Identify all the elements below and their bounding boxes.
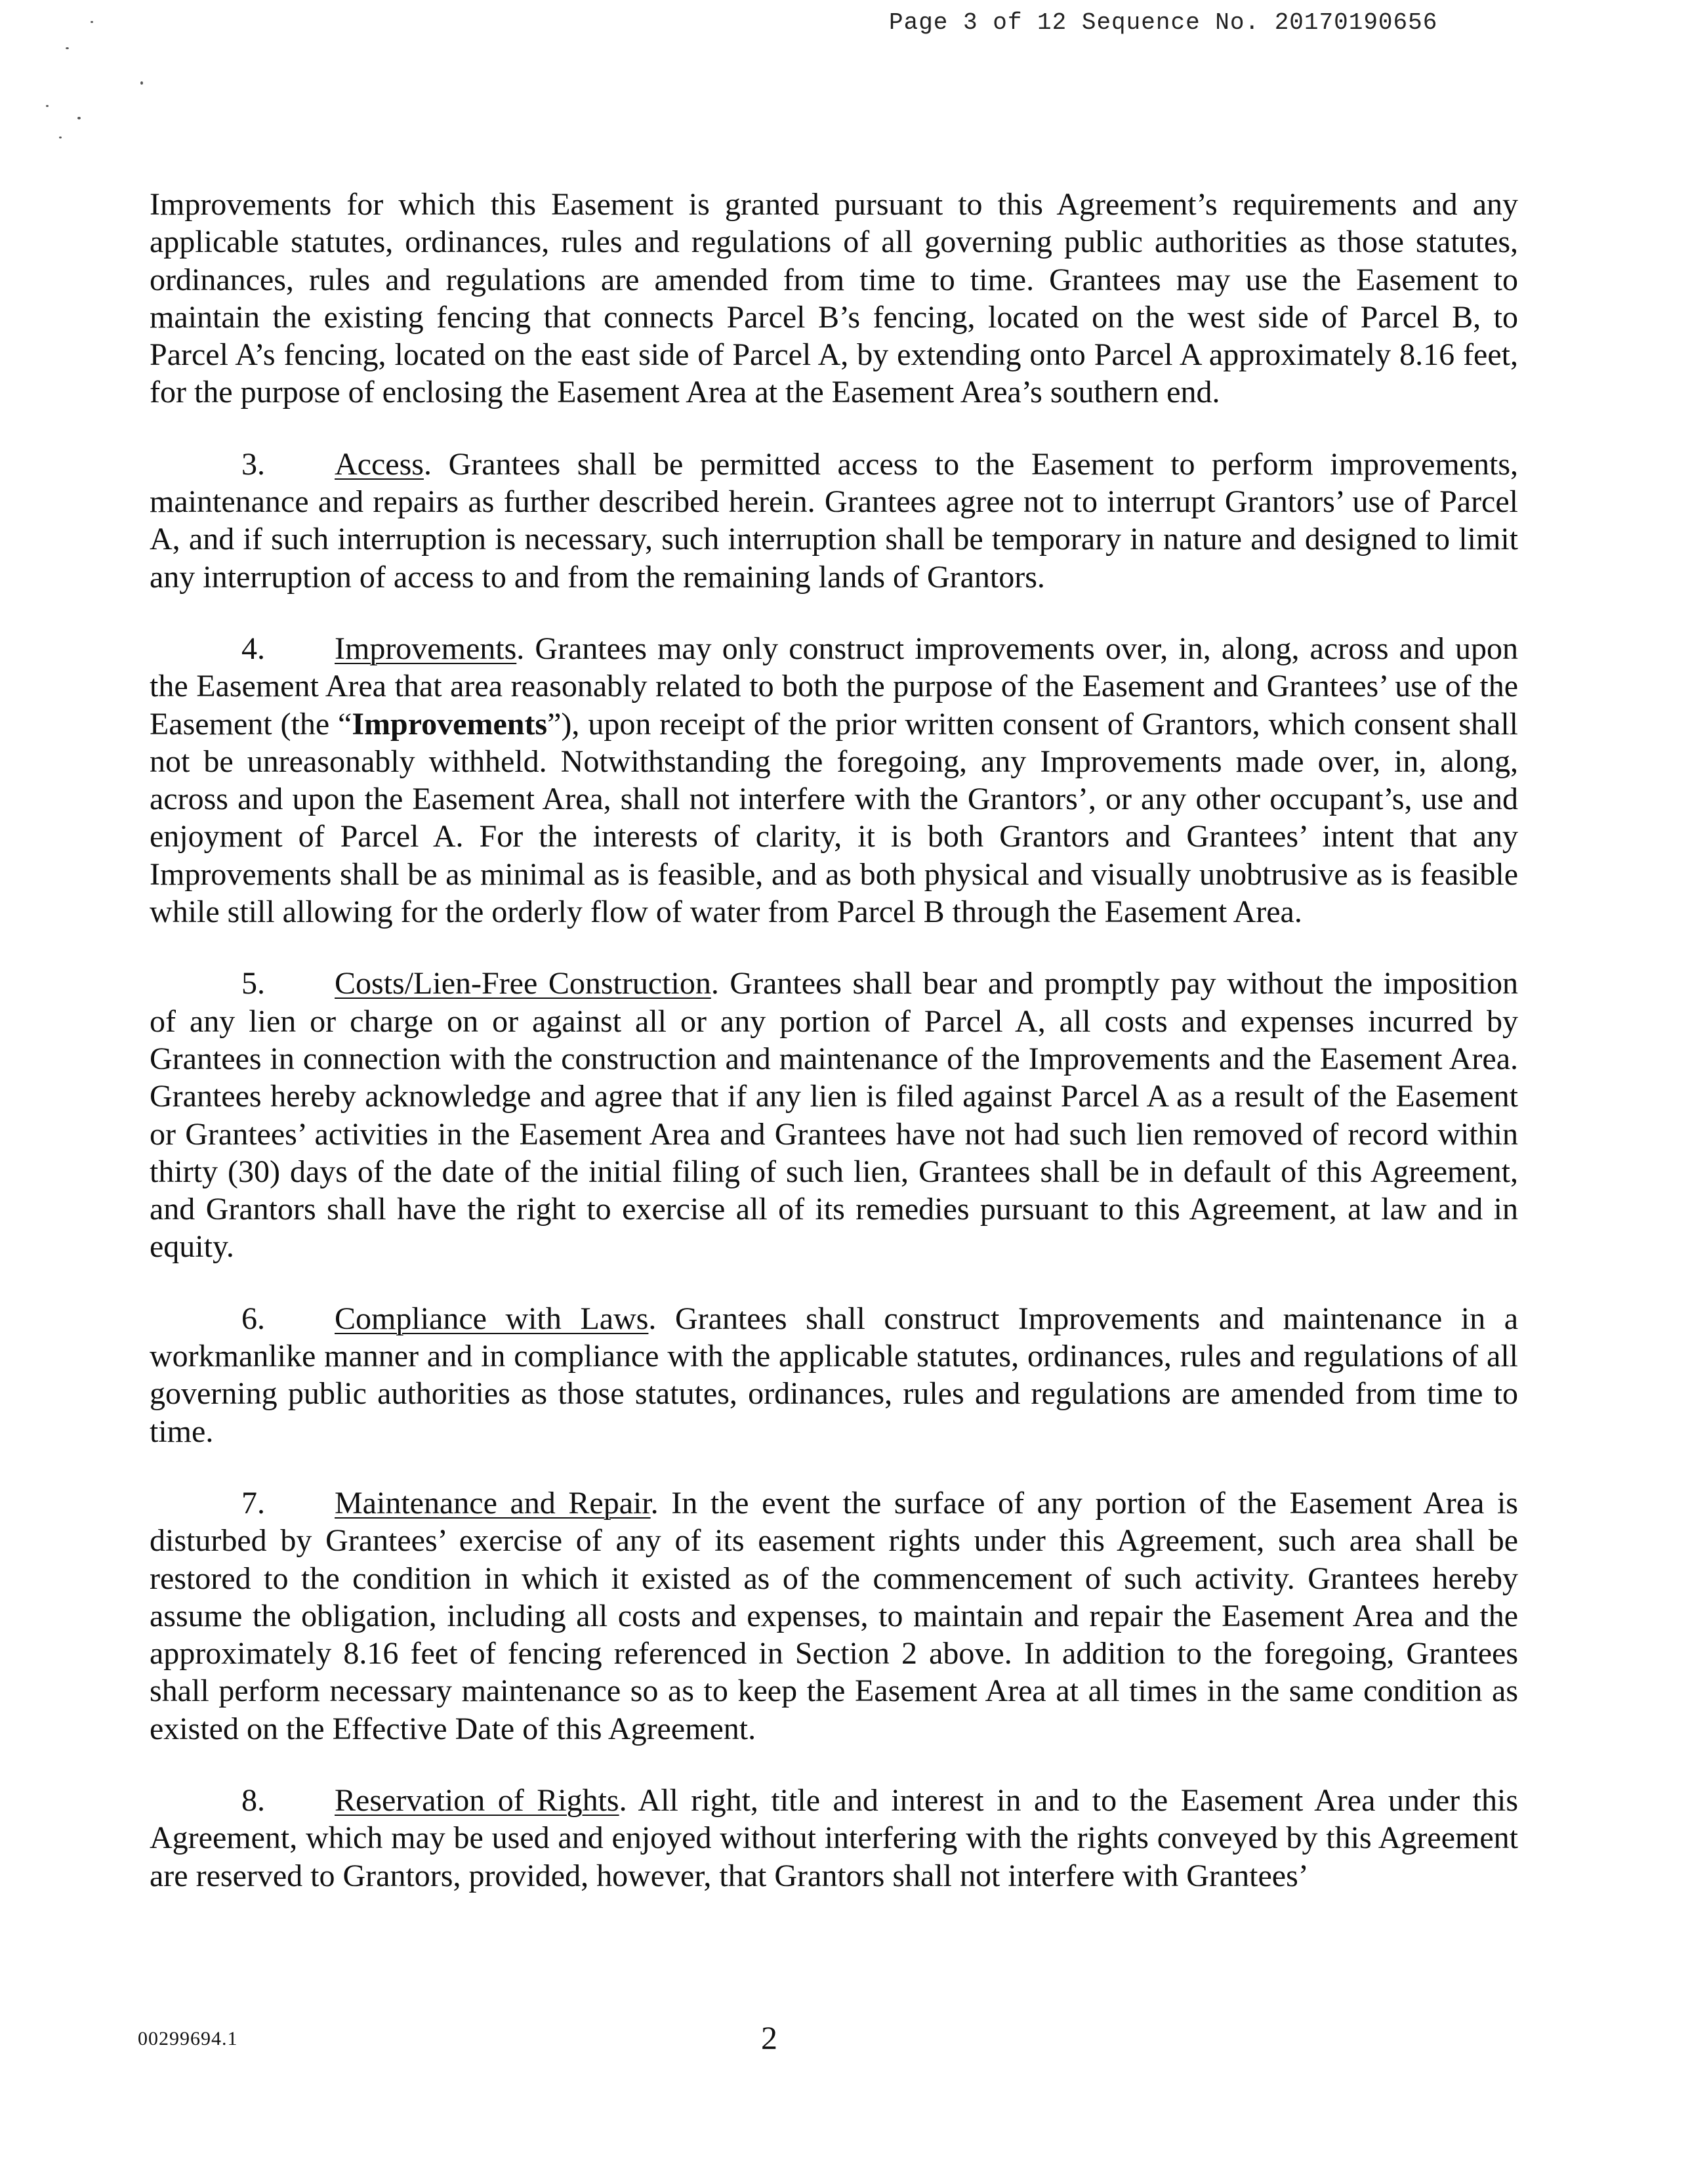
section-text-continued: ”), upon receipt of the prior written consent of Grantors, which consent shall not be unreasonably withheld. Notwithstanding the foregoing, any Improvements made over, in, along, across and upon the Easement Area, shall not interfere with the Grantors’, or any other occupant’s, use and enjoyment of Parcel A. For the interests of clarity, it is both Grantors and Grantees’ intent that any Improvements shall be as minimal as is feasible, and as both physical and visually unobtrusive as is feasible while still allowing for the orderly flow of water from Parcel B through the Easement Area. xyxy=(150,706,1519,930)
section-text: . Grantees may only construct improvements over, in, along, across and upon the Easement Area that area reasonably related to both the purpose of the Easement and Grantees’ use of the Easement (the “ xyxy=(150,631,1518,742)
section-number: 3. xyxy=(241,446,265,482)
defined-term: Improvements xyxy=(352,706,548,742)
scan-speck xyxy=(91,21,93,23)
section-number: 6. xyxy=(241,1301,265,1336)
section-title: Compliance with Laws xyxy=(335,1301,649,1336)
section-number: 8. xyxy=(241,1782,265,1818)
page-number: 2 xyxy=(761,2019,777,2056)
continuation-paragraph: Improvements for which this Easement is granted pursuant to this Agreement’s requirements and any applicable statutes, ordinances, rules and regulations of all governing public authorities as those statutes, ordinances, rules and regulations are amended from time to time. Grantees may use the Easement to maintain the existing fencing that connects Parcel B’s fencing, located on the west side of Parcel B, to Parcel A’s fencing, located on the east side of Parcel A, by extending onto Parcel A approximately 8.16 feet, for the purpose of enclosing the Easement Area at the Easement Area’s southern end. xyxy=(150,187,1518,410)
section-title: Improvements xyxy=(335,631,517,666)
scan-speck xyxy=(66,47,69,49)
sequence-stamp: Page 3 of 12 Sequence No. 20170190656 xyxy=(889,9,1438,36)
section-title: Maintenance and Repair xyxy=(335,1485,651,1521)
section-number: 5. xyxy=(241,966,265,1001)
section-text: . Grantees shall construct Improvements and maintenance in a workmanlike manner and in compliance with the applicable statutes, ordinances, rules and regulations of all governing public authorities as those statutes, ordinances, rules and regulations are amended from time to time. xyxy=(150,1301,1519,1449)
section-4 xyxy=(150,630,1518,931)
scan-speck xyxy=(140,81,143,85)
section-title: Costs/Lien-Free Construction xyxy=(335,966,711,1001)
section-text: . Grantees shall bear and promptly pay without the imposition of any lien or charge on or against all or any portion of Parcel A, all costs and expenses incurred by Grantees in connection with the construction and maintenance of the Improvements and the Easement Area. Grantees hereby acknowledge and agree that if any lien is filed against Parcel A as a result of the Easement or Grantees’ activities in the Easement Area and Grantees have not had such lien removed of record within thirty (30) days of the date of the initial filing of such lien, Grantees shall be in default of this Agreement, and Grantors shall have the right to exercise all of its remedies pursuant to this Agreement, at law and in equity. xyxy=(150,966,1518,1265)
section-number: 7. xyxy=(241,1485,265,1521)
section-number: 4. xyxy=(241,631,265,666)
scan-speck xyxy=(59,136,62,138)
section-7 xyxy=(150,1484,1518,1748)
section-text: . Grantees shall be permitted access to the Easement to perform improvements, maintenance and repairs as further described herein. Grantees agree not to interrupt Grantors’ use of Parcel A, and if such interruption is necessary, such interruption shall be temporary in nature and designed to limit any interruption of access to and from the remaining lands of Grantors. xyxy=(150,446,1518,595)
section-8 xyxy=(150,1782,1518,1895)
section-title: Access xyxy=(335,446,424,482)
document-id: 00299694.1 xyxy=(138,2028,238,2049)
section-3 xyxy=(150,446,1518,596)
section-text: . In the event the surface of any portion of the Easement Area is disturbed by Grantees’ exercise of any of its easement rights under this Agreement, such area shall be restored to the condition in which it existed as of the commencement of such activity. Grantees hereby assume the obligation, including all costs and expenses, to maintain and repair the Easement Area and the approximately 8.16 feet of fencing referenced in Section 2 above. In addition to the foregoing, Grantees shall perform necessary maintenance so as to keep the Easement Area at all times in the same condition as existed on the Effective Date of this Agreement. xyxy=(150,1485,1518,1746)
section-6 xyxy=(150,1300,1518,1450)
scan-speck xyxy=(77,117,81,119)
section-text: . All right, title and interest in and to the Easement Area under this Agreement, which may be used and enjoyed without interfering with the rights conveyed by this Agreement are reserved to Grantors, provided, however, that Grantors shall not interfere with Grantees’ xyxy=(150,1782,1519,1893)
scan-speck xyxy=(46,105,49,107)
document-body xyxy=(150,186,1518,1929)
section-5 xyxy=(150,965,1518,1265)
section-title: Reservation of Rights xyxy=(335,1782,619,1818)
